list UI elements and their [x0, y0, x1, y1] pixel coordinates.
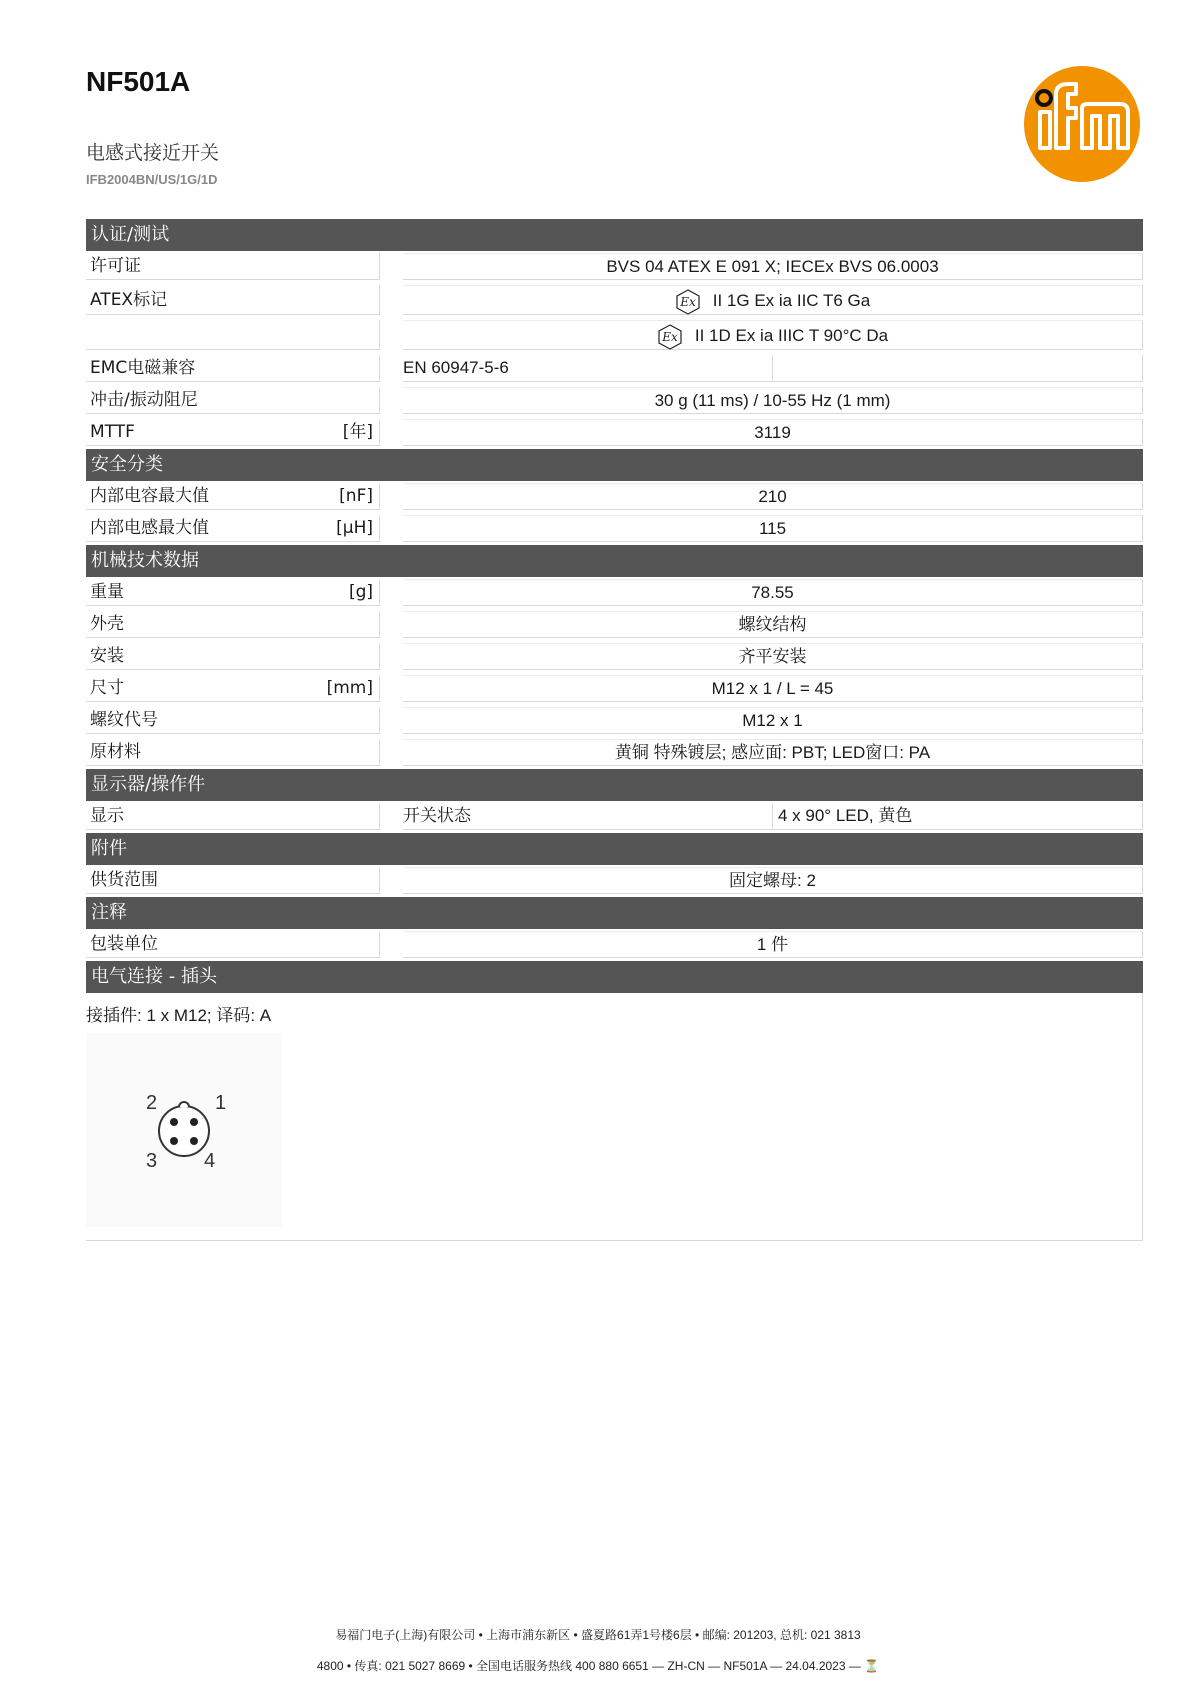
shock-value: 30 g (11 ms) / 10-55 Hz (1 mm) [403, 387, 1143, 414]
mttf-unit: [年] [342, 422, 373, 442]
pack-label: 包装单位 [86, 931, 380, 958]
row-inductance [86, 513, 1143, 545]
section-heading-connection: 电气连接 - 插头 [86, 961, 1143, 993]
row-pack [86, 929, 1143, 961]
pin-label-3: 3 [146, 1150, 158, 1172]
scope-value: 固定螺母: 2 [403, 867, 1143, 894]
section-heading-approvals: 认证/测试 [86, 219, 1143, 251]
shock-label: 冲击/振动阻尼 [86, 387, 380, 414]
weight-value: 78.55 [403, 579, 1143, 606]
atex-value-2 [403, 320, 1143, 350]
mounting-value: 齐平安装 [403, 643, 1143, 670]
cap-label-cell [86, 483, 380, 510]
housing-value: 螺纹结构 [403, 611, 1143, 638]
thread-value: M12 x 1 [403, 707, 1143, 734]
product-subtitle: 电感式接近开关 [86, 142, 220, 164]
row-scope [86, 865, 1143, 897]
ind-value: 115 [403, 515, 1143, 542]
section-heading-safety: 安全分类 [86, 449, 1143, 481]
display-value: 4 x 90° LED, 黄色 [773, 803, 1143, 830]
row-atex-2 [86, 318, 1143, 353]
row-weight [86, 577, 1143, 609]
scope-label: 供货范围 [86, 867, 380, 894]
row-display [86, 801, 1143, 833]
dimensions-label: 尺寸 [90, 678, 124, 698]
ind-label: 内部电感最大值 [90, 518, 209, 538]
material-value: 黄铜 特殊镀层; 感应面: PBT; LED窗口: PA [403, 739, 1143, 766]
section-heading-accessories: 附件 [86, 833, 1143, 865]
display-sub: 开关状态 [403, 803, 773, 830]
product-code: IFB2004BN/US/1G/1D [86, 172, 218, 187]
product-title: NF501A [86, 66, 191, 97]
row-mounting [86, 641, 1143, 673]
dimensions-label-cell [86, 675, 380, 702]
ifm-logo [1022, 64, 1142, 184]
weight-unit: [g] [348, 582, 373, 602]
ind-unit: [µH] [336, 518, 373, 538]
license-label: 许可证 [86, 253, 380, 280]
weight-label: 重量 [90, 582, 124, 602]
row-emc [86, 353, 1143, 385]
row-material [86, 737, 1143, 769]
row-shock [86, 385, 1143, 417]
mttf-label: MTTF [90, 422, 135, 442]
svg-text:Ex: Ex [662, 329, 678, 344]
row-atex-1 [86, 283, 1143, 318]
cap-unit: [nF] [339, 486, 373, 506]
emc-value-empty [773, 355, 1143, 382]
pack-value: 1 件 [403, 931, 1143, 958]
section-heading-display: 显示器/操作件 [86, 769, 1143, 801]
ind-label-cell [86, 515, 380, 542]
svg-text:Ex: Ex [680, 294, 696, 309]
pin-label-2: 2 [146, 1092, 158, 1114]
weight-label-cell [86, 579, 380, 606]
ex-icon [657, 324, 683, 350]
atex-value-1 [403, 285, 1143, 315]
ex-icon [675, 289, 701, 315]
atex-text-2: II 1D Ex ia IIIC T 90°C Da [694, 326, 889, 345]
housing-label: 外壳 [86, 611, 380, 638]
thread-label: 螺纹代号 [86, 707, 380, 734]
emc-value: EN 60947-5-6 [403, 355, 773, 382]
cap-value: 210 [403, 483, 1143, 510]
section-heading-remarks: 注释 [86, 897, 1143, 929]
display-label: 显示 [86, 803, 380, 830]
connection-box [86, 993, 1143, 1241]
mttf-value: 3119 [403, 419, 1143, 446]
mounting-label: 安装 [86, 643, 380, 670]
dimensions-unit: [mm] [326, 678, 373, 698]
connection-text: 接插件: 1 x M12; 译码: A [86, 1006, 272, 1025]
atex-label: ATEX标记 [86, 285, 380, 315]
row-housing [86, 609, 1143, 641]
section-heading-mechanical: 机械技术数据 [86, 545, 1143, 577]
row-dimensions [86, 673, 1143, 705]
connector-pinout-diagram [86, 1033, 282, 1227]
license-value: BVS 04 ATEX E 091 X; IECEx BVS 06.0003 [403, 253, 1143, 280]
row-mttf [86, 417, 1143, 449]
pin-label-1: 1 [215, 1092, 227, 1114]
spec-table [86, 219, 1143, 1241]
footer-line-1: 易福门电子(上海)有限公司 • 上海市浦东新区 • 盛夏路61弄1号楼6层 • 邮编: 201203, 总机: 021 3813 [335, 1628, 861, 1642]
material-label: 原材料 [86, 739, 380, 766]
cap-label: 内部电容最大值 [90, 486, 209, 506]
row-capacitance [86, 481, 1143, 513]
row-license [86, 251, 1143, 283]
row-thread [86, 705, 1143, 737]
atex-text-1: II 1G Ex ia IIC T6 Ga [712, 291, 871, 310]
mttf-label-cell [86, 419, 380, 446]
atex-label-empty [86, 320, 380, 350]
pin-label-4: 4 [204, 1150, 216, 1172]
dimensions-value: M12 x 1 / L = 45 [403, 675, 1143, 702]
footer-line-2: 4800 • 传真: 021 5027 8669 • 全国电话服务热线 400 880 6651 — ZH-CN — NF501A — 24.04.2023 — ⏳ [316, 1659, 880, 1673]
emc-label: EMC电磁兼容 [86, 355, 380, 382]
